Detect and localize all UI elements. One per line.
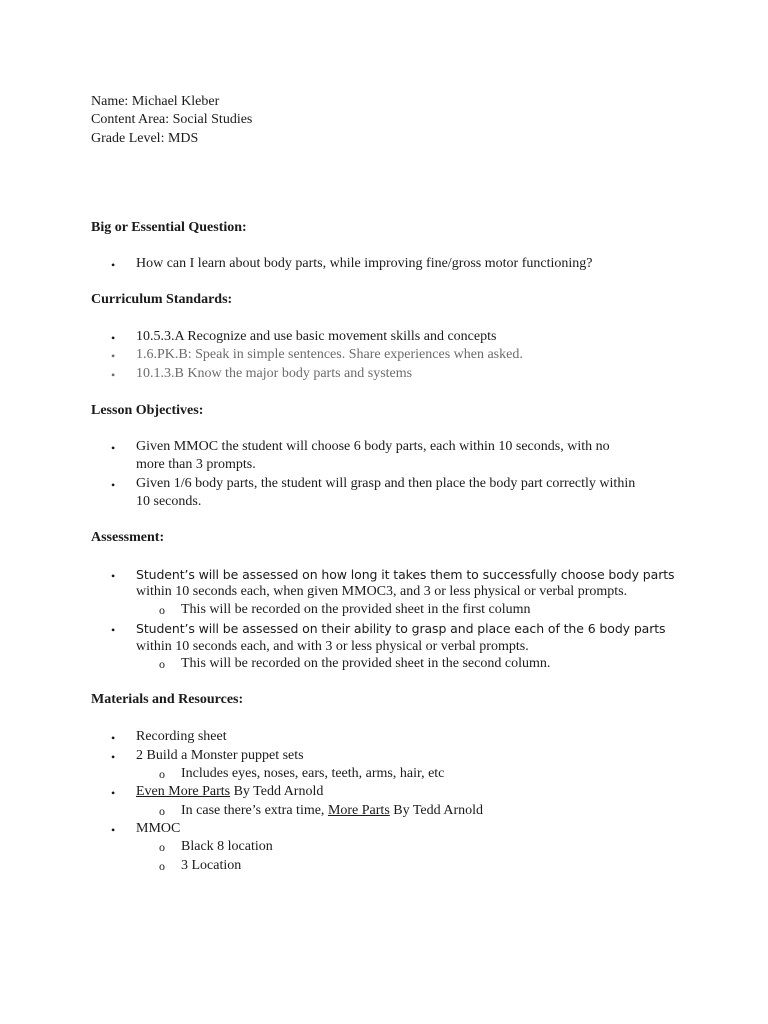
objective-item-line: 10 seconds.	[136, 494, 202, 509]
material-item: Recording sheet	[136, 729, 227, 744]
objective-item-line: more than 3 prompts.	[136, 457, 256, 472]
circle-bullet-icon: o	[159, 859, 165, 873]
assessment-subitem: This will be recorded on the provided sheet in the second column.	[181, 656, 551, 671]
bullet-icon: •	[111, 623, 116, 637]
circle-bullet-icon: o	[159, 657, 165, 671]
assessment-subitem: This will be recorded on the provided sheet in the first column	[181, 602, 531, 617]
circle-bullet-icon: o	[159, 603, 165, 617]
material-subitem: Black 8 location	[181, 839, 273, 854]
bullet-icon: •	[111, 349, 116, 363]
circle-bullet-icon: o	[159, 804, 165, 818]
essential-question-heading: Big or Essential Question:	[91, 220, 247, 235]
assessment-item-line: Student’s will be assessed on their ability to grasp and place each of the 6 body parts	[136, 621, 666, 636]
book-sub-author: By Tedd Arnold	[389, 803, 484, 818]
assessment-item-line: within 10 seconds each, when given MMOC3, and 3 or less physical or verbal prompts.	[136, 584, 628, 599]
bullet-icon: •	[111, 823, 116, 837]
bullet-icon: •	[111, 786, 116, 800]
curriculum-standards-heading: Curriculum Standards:	[91, 292, 233, 307]
bullet-icon: •	[111, 331, 116, 345]
material-item: 2 Build a Monster puppet sets	[136, 748, 304, 763]
assessment-heading: Assessment:	[91, 530, 165, 545]
book-author: By Tedd Arnold	[230, 784, 324, 799]
standard-item: 10.5.3.A Recognize and use basic movement skills and concepts	[136, 329, 497, 344]
material-item-book	[136, 783, 323, 801]
assessment-item-line: within 10 seconds each, and with 3 or less physical or verbal prompts.	[136, 639, 529, 654]
materials-heading: Materials and Resources:	[91, 692, 244, 707]
content-area-line: Content Area: Social Studies	[91, 112, 253, 127]
grade-level-line: Grade Level: MDS	[91, 131, 199, 146]
standard-item: 1.6.PK.B: Speak in simple sentences. Share experiences when asked.	[136, 347, 523, 362]
assessment-item-line: Student’s will be assessed on how long it takes them to successfully choose body parts	[136, 567, 675, 582]
material-subitem-book	[181, 802, 483, 820]
book-title: Even More Parts	[136, 784, 231, 799]
circle-bullet-icon: o	[159, 840, 165, 854]
objective-item-line: Given 1/6 body parts, the student will grasp and then place the body part correctly within	[136, 476, 636, 491]
bullet-icon: •	[111, 478, 116, 492]
material-subitem: Includes eyes, noses, ears, teeth, arms, hair, etc	[181, 766, 445, 781]
essential-question-item: How can I learn about body parts, while improving fine/gross motor functioning?	[136, 256, 593, 271]
bullet-icon: •	[111, 441, 116, 455]
standard-item: 10.1.3.B Know the major body parts and systems	[136, 366, 413, 381]
material-subitem: 3 Location	[181, 858, 242, 873]
bullet-icon: •	[111, 750, 116, 764]
objective-item-line: Given MMOC the student will choose 6 body parts, each within 10 seconds, with no	[136, 439, 610, 454]
material-item: MMOC	[136, 821, 181, 836]
name-line: Name: Michael Kleber	[91, 94, 220, 109]
bullet-icon: •	[111, 731, 116, 745]
bullet-icon: •	[111, 368, 116, 382]
circle-bullet-icon: o	[159, 767, 165, 781]
bullet-icon: •	[111, 258, 116, 272]
book-sub-title: More Parts	[327, 803, 390, 818]
book-sub-prefix: In case there’s extra time,	[181, 803, 328, 818]
lesson-objectives-heading: Lesson Objectives:	[91, 403, 204, 418]
bullet-icon: •	[111, 569, 116, 583]
